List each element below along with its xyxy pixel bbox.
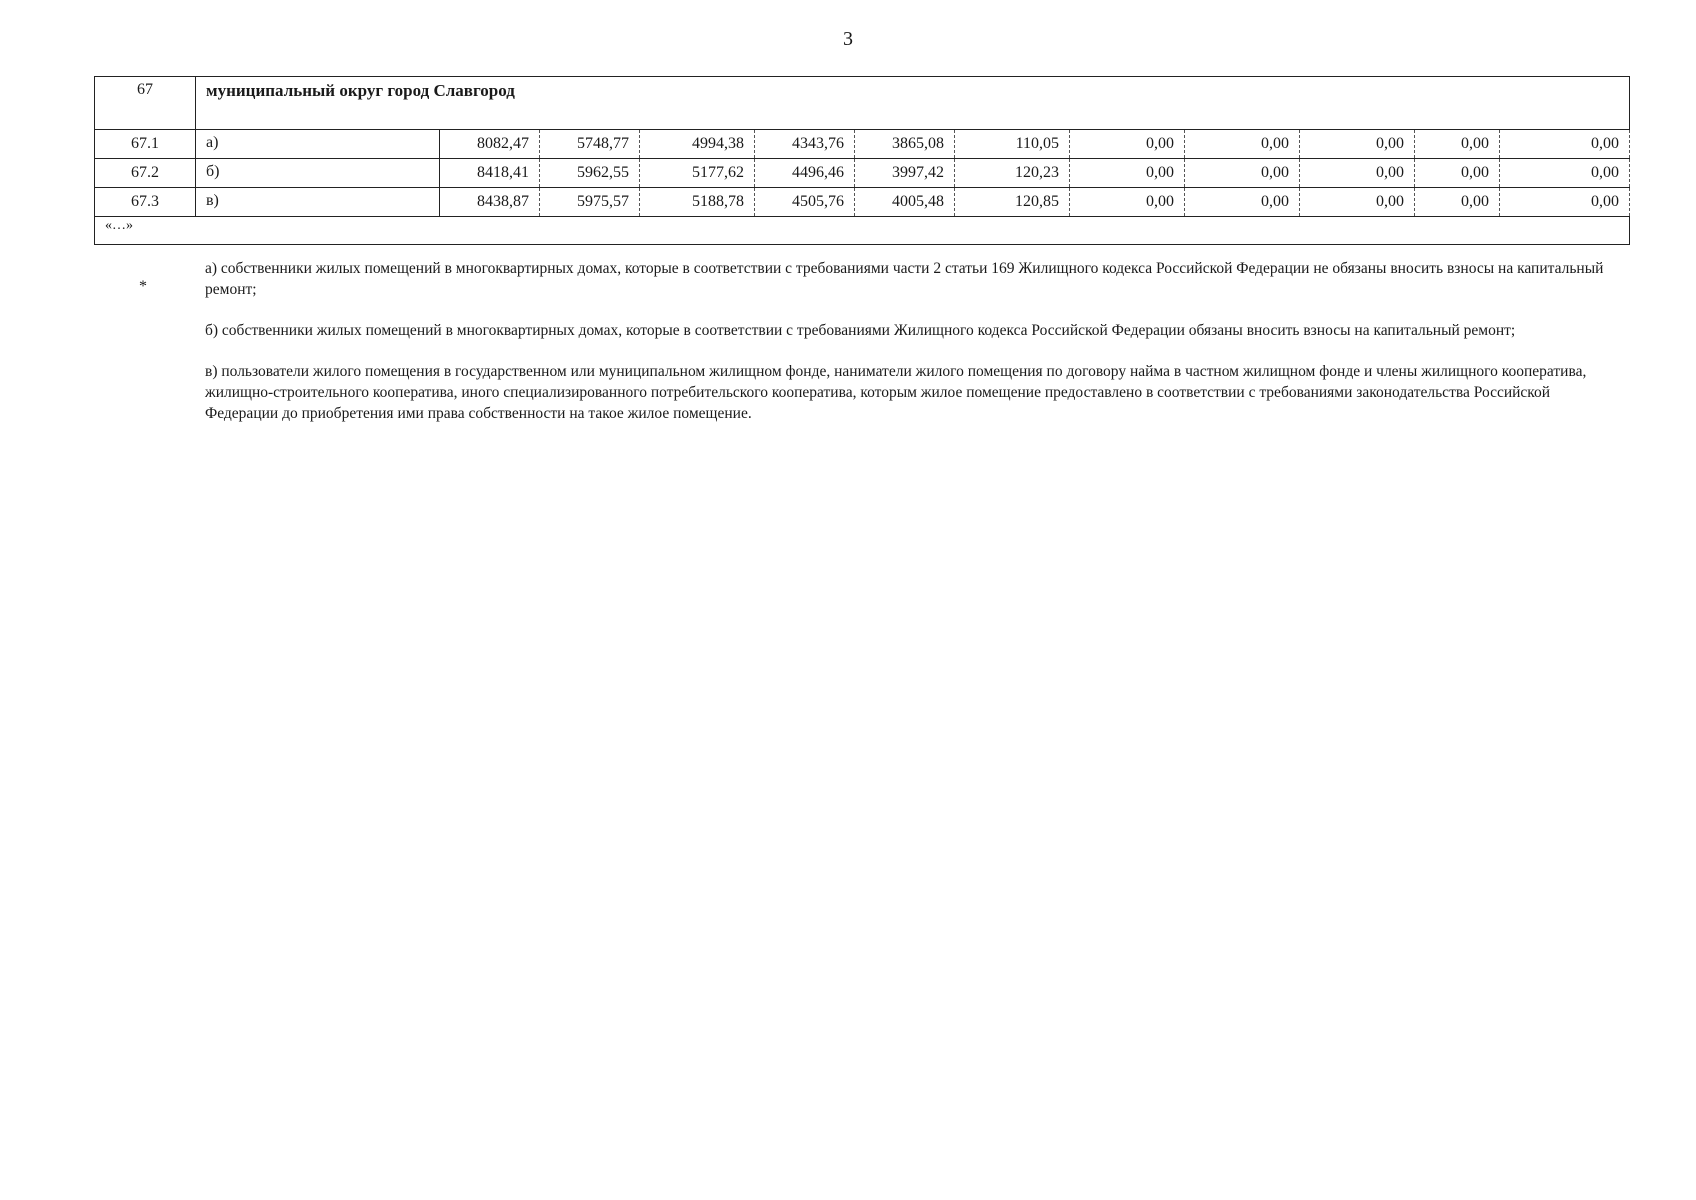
- page-number: 3: [843, 28, 853, 50]
- footnote-c: в) пользователи жилого помещения в государственном или муниципальном жилищном фонде, наниматели жилого помещения по договору найма в частном жилищном фонде и члены жилищного кооператива, жилищно-строительного кооператива, иного специализированного потребительского кооператива, которым жилое помещение предоставлено в соответствии с требованиями законодательства Российской Федерации до приобретения ими права собственности на такое жилое помещение.: [205, 363, 1587, 422]
- table-cell: 0,00: [1415, 130, 1500, 159]
- table-row: [95, 188, 1630, 217]
- footnote-marker: *: [139, 278, 147, 295]
- table-cell: 3865,08: [855, 130, 955, 159]
- table-cell: 0,00: [1500, 159, 1630, 188]
- table-cell: 0,00: [1500, 188, 1630, 217]
- table-ellipsis-row: [95, 217, 1630, 245]
- table-cell: 0,00: [1300, 159, 1415, 188]
- table-row: [95, 130, 1630, 159]
- table-cell: 5188,78: [640, 188, 755, 217]
- table-group-row: [95, 77, 1630, 130]
- table-cell: 4994,38: [640, 130, 755, 159]
- ellipsis-marker: «…»: [95, 217, 1630, 245]
- table-cell: 5177,62: [640, 159, 755, 188]
- tariff-table: [94, 76, 1630, 245]
- table-cell: 8438,87: [440, 188, 540, 217]
- table-cell: 0,00: [1070, 159, 1185, 188]
- row-category: а): [196, 130, 440, 159]
- table-cell: 120,23: [955, 159, 1070, 188]
- table-cell: 5962,55: [540, 159, 640, 188]
- municipality-name: муниципальный округ город Славгород: [196, 77, 1630, 130]
- table-cell: 0,00: [1300, 130, 1415, 159]
- table-cell: 4505,76: [755, 188, 855, 217]
- table-cell: 8418,41: [440, 159, 540, 188]
- row-category: в): [196, 188, 440, 217]
- table-cell: 0,00: [1185, 159, 1300, 188]
- table-cell: 0,00: [1300, 188, 1415, 217]
- row-number: 67.1: [95, 130, 196, 159]
- table-row: [95, 159, 1630, 188]
- table-cell: 120,85: [955, 188, 1070, 217]
- table-cell: 0,00: [1070, 188, 1185, 217]
- table-cell: 4343,76: [755, 130, 855, 159]
- table-cell: 0,00: [1415, 188, 1500, 217]
- row-number: 67.3: [95, 188, 196, 217]
- row-number: 67.2: [95, 159, 196, 188]
- table-cell: 4005,48: [855, 188, 955, 217]
- table-cell: 5748,77: [540, 130, 640, 159]
- group-number: 67: [95, 77, 196, 130]
- table-cell: 4496,46: [755, 159, 855, 188]
- table-cell: 0,00: [1415, 159, 1500, 188]
- table-cell: 8082,47: [440, 130, 540, 159]
- footnote-b: б) собственники жилых помещений в многоквартирных домах, которые в соответствии с требованиями Жилищного кодекса Российской Федерации обязаны вносить взносы на капитальный ремонт;: [205, 322, 1516, 339]
- table-cell: 3997,42: [855, 159, 955, 188]
- table-cell: 5975,57: [540, 188, 640, 217]
- table-cell: 0,00: [1500, 130, 1630, 159]
- table-cell: 110,05: [955, 130, 1070, 159]
- table-cell: 0,00: [1070, 130, 1185, 159]
- row-category: б): [196, 159, 440, 188]
- footnote-a: а) собственники жилых помещений в многоквартирных домах, которые в соответствии с требованиями части 2 статьи 169 Жилищного кодекса Российской Федерации не обязаны вносить взносы на капитальный ремонт;: [205, 260, 1604, 298]
- table-cell: 0,00: [1185, 130, 1300, 159]
- table-cell: 0,00: [1185, 188, 1300, 217]
- footnotes: [205, 258, 1605, 444]
